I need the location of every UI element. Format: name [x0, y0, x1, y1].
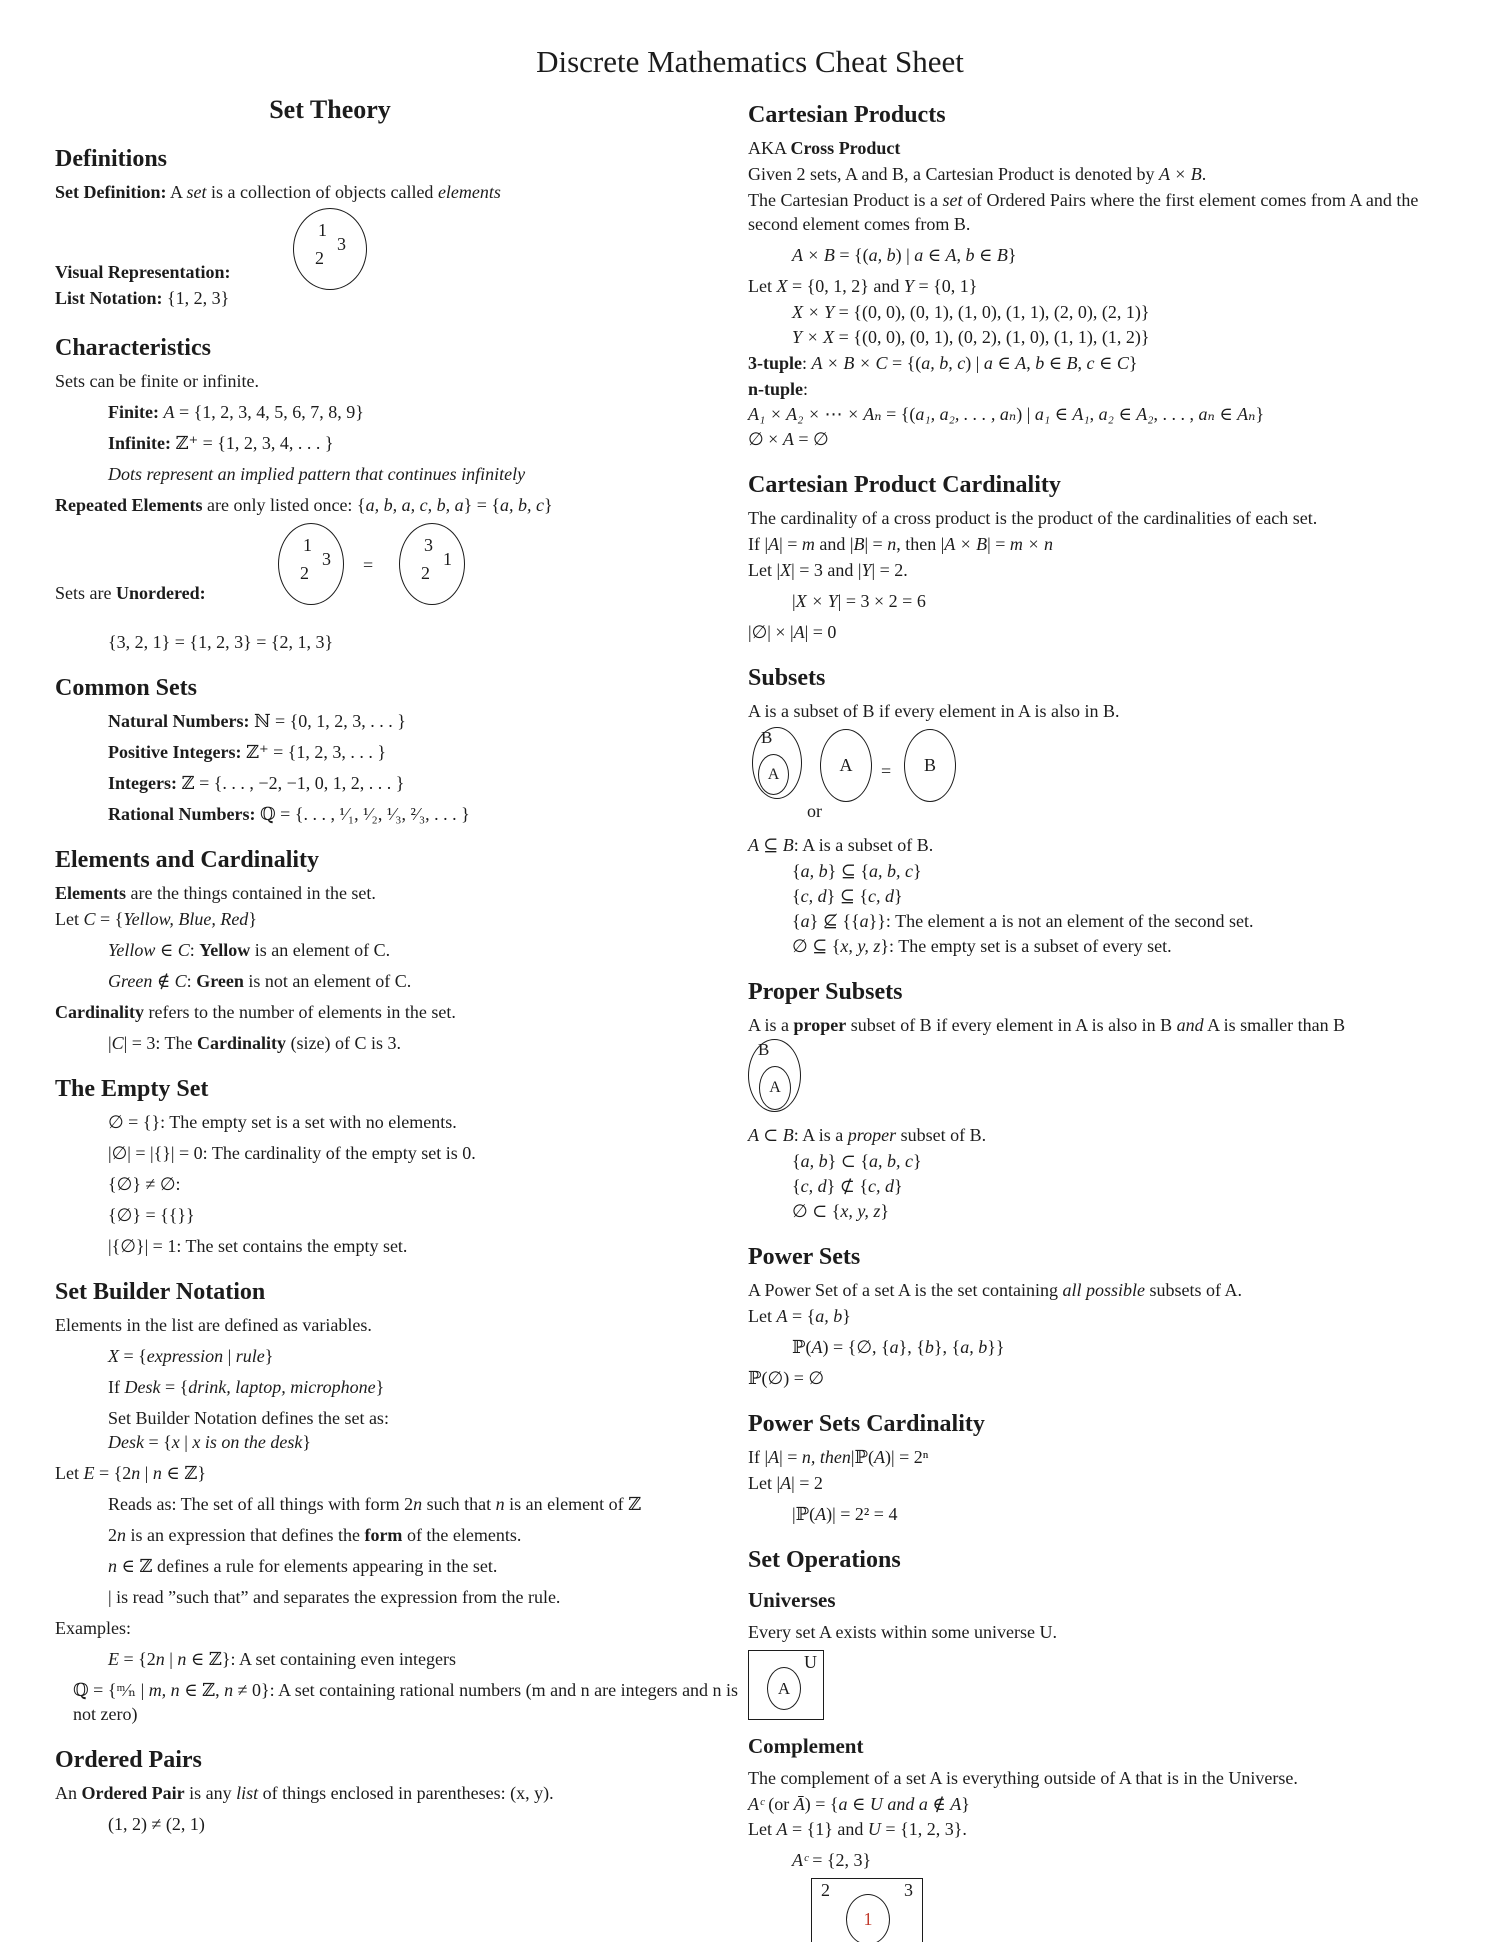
single-set-a-ellipse: A [820, 729, 872, 802]
power-set-let-a2-line: Let |A| = 2 [748, 1473, 823, 1493]
let-x3-y2-line: Let |X| = 3 and |Y| = 2. [748, 560, 908, 580]
set-builder-intro-line: Elements in the list are defined as variables. [55, 1315, 372, 1335]
equals-sign: = [881, 761, 892, 781]
let-x-y-line: Let X = {0, 1, 2} and Y = {0, 1} [748, 276, 978, 296]
ordered-pairs-heading: Ordered Pairs [55, 1747, 202, 1773]
power-sets-let-a-line: Let A = {a, b} [748, 1306, 851, 1326]
x-cross-y-cardinality-line: |X × Y| = 3 × 2 = 6 [792, 591, 926, 611]
aka-cross-product-line: AKA Cross Product [748, 138, 901, 158]
repeated-elements-line: Repeated Elements are only listed once: {a, b, a, c, b, a} = {a, b, c} [55, 495, 553, 515]
finite-line: Finite: A = {1, 2, 3, 4, 5, 6, 7, 8, 9} [108, 402, 364, 422]
example-e-line: E = {2n | n ∈ ℤ}: A set containing even integers [108, 1649, 456, 1669]
finite-infinite-intro: Sets can be finite or infinite. [55, 371, 259, 391]
defines-line-1: Set Builder Notation defines the set as: [108, 1408, 389, 1428]
subsets-venn-diagram [748, 727, 1463, 831]
set-theory-header: Set Theory [269, 95, 391, 124]
unordered-equality-line: {3, 2, 1} = {1, 2, 3} = {2, 1, 3} [108, 632, 334, 652]
set-a-ellipse-element-1: 1 [846, 1894, 890, 1942]
universe-diagram [748, 1650, 824, 1720]
complement-result-line: Aᶜ = {2, 3} [792, 1850, 872, 1870]
empty-set-line-4: {∅} = {{}} [108, 1205, 195, 1225]
such-that-line: | is read ”such that” and separates the expression from the rule. [108, 1587, 561, 1607]
subset-example-2: {c, d} ⊆ {c, d} [792, 886, 903, 906]
cartesian-description-line: The Cartesian Product is a set of Ordered Pairs where the first element comes from A and the second element comes from B. [748, 190, 1419, 234]
venn-element: 1 [443, 549, 452, 569]
unordered-label-line: Sets are Unordered: [55, 583, 206, 603]
inner-set-ellipse: A [758, 754, 789, 795]
single-set-b-ellipse: B [904, 729, 956, 802]
elements-cardinality-heading: Elements and Cardinality [55, 847, 320, 873]
equals-sign: = [363, 555, 374, 575]
n-tuple-formula-line: A₁ × A₂ × ⋯ × Aₙ = {(a₁, a₂, . . . , aₙ) | a₁ ∈ A₁, a₂ ∈ A₂, . . . , aₙ ∈ Aₙ} [748, 404, 1265, 424]
complement-heading: Complement [748, 1734, 864, 1758]
inner-set-ellipse: A [759, 1066, 791, 1110]
let-c-line: Let C = {Yellow, Blue, Red} [55, 909, 257, 929]
empty-set-line-1: ∅ = {}: The empty set is a set with no elements. [108, 1112, 457, 1132]
proper-subset-relation-line: A ⊂ B: A is a proper subset of B. [748, 1125, 987, 1145]
universes-heading: Universes [748, 1588, 836, 1612]
list-notation-line: List Notation: {1, 2, 3} [55, 288, 230, 308]
example-q-line: ℚ = {ᵐ⁄ₙ | m, n ∈ ℤ, n ≠ 0}: A set containing rational numbers (m and n are integers and n is not zero) [73, 1680, 739, 1724]
outer-set-label: B [761, 728, 773, 747]
venn-element-2: 2 [315, 248, 324, 268]
common-sets-heading: Common Sets [55, 675, 197, 701]
defines-line-2: Desk = {x | x is on the desk} [108, 1432, 311, 1452]
venn-element: 3 [322, 549, 331, 569]
empty-set-heading: The Empty Set [55, 1076, 209, 1102]
definitions-heading: Definitions [55, 146, 168, 172]
set-operations-heading: Set Operations [748, 1547, 901, 1573]
complement-formula-line: Aᶜ (or Ā) = {a ∈ U and a ∉ A} [748, 1794, 970, 1814]
subset-example-1: {a, b} ⊆ {a, b, c} [792, 861, 922, 881]
power-sets-cardinality-heading: Power Sets Cardinality [748, 1411, 985, 1437]
characteristics-heading: Characteristics [55, 335, 211, 361]
or-word: or [807, 801, 822, 821]
power-sets-description-line: A Power Set of a set A is the set containing all possible subsets of A. [748, 1280, 1242, 1300]
proper-subsets-description-line: A is a proper subset of B if every element in A is also in B and A is smaller than B [748, 1015, 1346, 1035]
let-e-line: Let E = {2n | n ∈ ℤ} [55, 1463, 207, 1483]
empty-cross-a-line: ∅ × A = ∅ [748, 429, 829, 449]
venn-element: 1 [303, 535, 312, 555]
cartesian-products-heading: Cartesian Products [748, 102, 946, 128]
dots-note-line: Dots represent an implied pattern that continues infinitely [108, 464, 526, 484]
y-cross-x-line: Y × X = {(0, 0), (0, 1), (0, 2), (1, 0), (1, 1), (1, 2)} [792, 327, 1150, 347]
rule-line: n ∈ ℤ defines a rule for elements appearing in the set. [108, 1556, 498, 1576]
subset-example-4: ∅ ⊆ {x, y, z}: The empty set is a subset of every set. [792, 936, 1172, 956]
power-set-of-a-line: ℙ(A) = {∅, {a}, {b}, {a, b}} [792, 1337, 1005, 1357]
subset-relation-line: A ⊆ B: A is a subset of B. [748, 835, 934, 855]
complement-element-3: 3 [904, 1880, 913, 1900]
venn-element-1: 1 [318, 220, 327, 240]
venn-element: 2 [421, 563, 430, 583]
universe-label: U [804, 1652, 817, 1672]
proper-subset-example-1: {a, b} ⊂ {a, b, c} [792, 1151, 922, 1171]
empty-cardinality-line: |∅| × |A| = 0 [748, 622, 837, 642]
x-cross-y-line: X × Y = {(0, 0), (0, 1), (1, 0), (1, 1), (2, 0), (2, 1)} [792, 302, 1150, 322]
cartesian-given-line: Given 2 sets, A and B, a Cartesian Product is denoted by A × B. [748, 164, 1207, 184]
rational-numbers-line: Rational Numbers: ℚ = {. . . , ¹⁄₁, ¹⁄₂, ¹⁄₃, ²⁄₃, . . . } [108, 804, 470, 824]
form-line: 2n is an expression that defines the form of the elements. [108, 1525, 522, 1545]
subset-example-3: {a} ⊈ {{a}}: The element a is not an element of the second set. [792, 911, 1254, 931]
positive-integers-line: Positive Integers: ℤ⁺ = {1, 2, 3, . . . } [108, 742, 387, 762]
complement-let-line: Let A = {1} and U = {1, 2, 3}. [748, 1819, 967, 1839]
empty-set-line-2: |∅| = |{}| = 0: The cardinality of the empty set is 0. [108, 1143, 476, 1163]
cardinality-definition-line: Cardinality refers to the number of elements in the set. [55, 1002, 456, 1022]
n-tuple-label-line: n-tuple: [748, 379, 809, 399]
outer-set-label: B [758, 1040, 770, 1059]
ordered-pair-example-line: (1, 2) ≠ (2, 1) [108, 1814, 205, 1834]
subsets-heading: Subsets [748, 665, 826, 691]
x-rule-line: X = {expression | rule} [108, 1346, 274, 1366]
set-builder-heading: Set Builder Notation [55, 1279, 266, 1305]
venn-element-3: 3 [337, 234, 346, 254]
power-set-cardinality-rule-line: If |A| = n, then|ℙ(A)| = 2ⁿ [748, 1447, 929, 1467]
if-desk-line: If Desk = {drink, laptop, microphone} [108, 1377, 385, 1397]
proper-subset-example-2: {c, d} ⊄ {c, d} [792, 1176, 903, 1196]
cardinality-product-description: The cardinality of a cross product is the product of the cardinalities of each set. [748, 508, 1318, 528]
proper-subsets-heading: Proper Subsets [748, 979, 903, 1005]
examples-label-line: Examples: [55, 1618, 131, 1638]
unordered-venn-left [278, 523, 344, 605]
integers-line: Integers: ℤ = {. . . , −2, −1, 0, 1, 2, . . . } [108, 773, 405, 793]
page-title: Discrete Mathematics Cheat Sheet [536, 44, 964, 79]
unordered-venn-right [399, 523, 465, 605]
complement-description-line: The complement of a set A is everything outside of A that is in the Universe. [748, 1768, 1298, 1788]
set-venn-ellipse [293, 208, 367, 290]
empty-set-line-3: {∅} ≠ ∅: [108, 1174, 181, 1194]
power-sets-heading: Power Sets [748, 1244, 861, 1270]
three-tuple-line: 3-tuple: A × B × C = {(a, b, c) | a ∈ A, b ∈ B, c ∈ C} [748, 353, 1138, 373]
yellow-element-line: Yellow ∈ C: Yellow is an element of C. [108, 940, 391, 960]
power-set-of-empty-line: ℙ(∅) = ∅ [748, 1368, 825, 1388]
venn-element: 3 [424, 535, 433, 555]
empty-set-line-5: |{∅}| = 1: The set contains the empty set. [108, 1236, 408, 1256]
a-cross-b-line: A × B = {(a, b) | a ∈ A, b ∈ B} [792, 245, 1017, 265]
left-column [55, 95, 745, 1843]
power-set-cardinality-example-line: |ℙ(A)| = 2² = 4 [792, 1504, 898, 1524]
elements-definition-line: Elements are the things contained in the set. [55, 883, 376, 903]
cartesian-cardinality-heading: Cartesian Product Cardinality [748, 472, 1061, 498]
complement-element-2: 2 [821, 1880, 830, 1900]
ordered-pair-definition-line: An Ordered Pair is any list of things enclosed in parentheses: (x, y). [55, 1783, 554, 1803]
set-definition-line: Set Definition: A set is a collection of objects called elements [55, 182, 501, 202]
complement-diagram [811, 1878, 923, 1942]
reads-as-line: Reads as: The set of all things with form 2n such that n is an element of ℤ [108, 1494, 642, 1514]
proper-subsets-venn-diagram [748, 1039, 1463, 1119]
venn-element: 2 [300, 563, 309, 583]
set-a-ellipse: A [767, 1667, 801, 1710]
visual-representation-line: Visual Representation: [55, 262, 231, 282]
natural-numbers-line: Natural Numbers: ℕ = {0, 1, 2, 3, . . . } [108, 711, 406, 731]
infinite-line: Infinite: ℤ⁺ = {1, 2, 3, 4, . . . } [108, 433, 334, 453]
universes-description-line: Every set A exists within some universe U. [748, 1622, 1057, 1642]
if-m-n-line: If |A| = m and |B| = n, then |A × B| = m × n [748, 534, 1054, 554]
proper-subset-example-3: ∅ ⊂ {x, y, z} [792, 1201, 890, 1221]
cardinality-c-line: |C| = 3: The Cardinality (size) of C is 3. [108, 1033, 402, 1053]
set-visual-block [55, 208, 745, 314]
subsets-description-line: A is a subset of B if every element in A is also in B. [748, 701, 1120, 721]
green-element-line: Green ∉ C: Green is not an element of C. [108, 971, 412, 991]
right-column [748, 95, 1463, 1942]
unordered-visual-block [55, 523, 745, 623]
